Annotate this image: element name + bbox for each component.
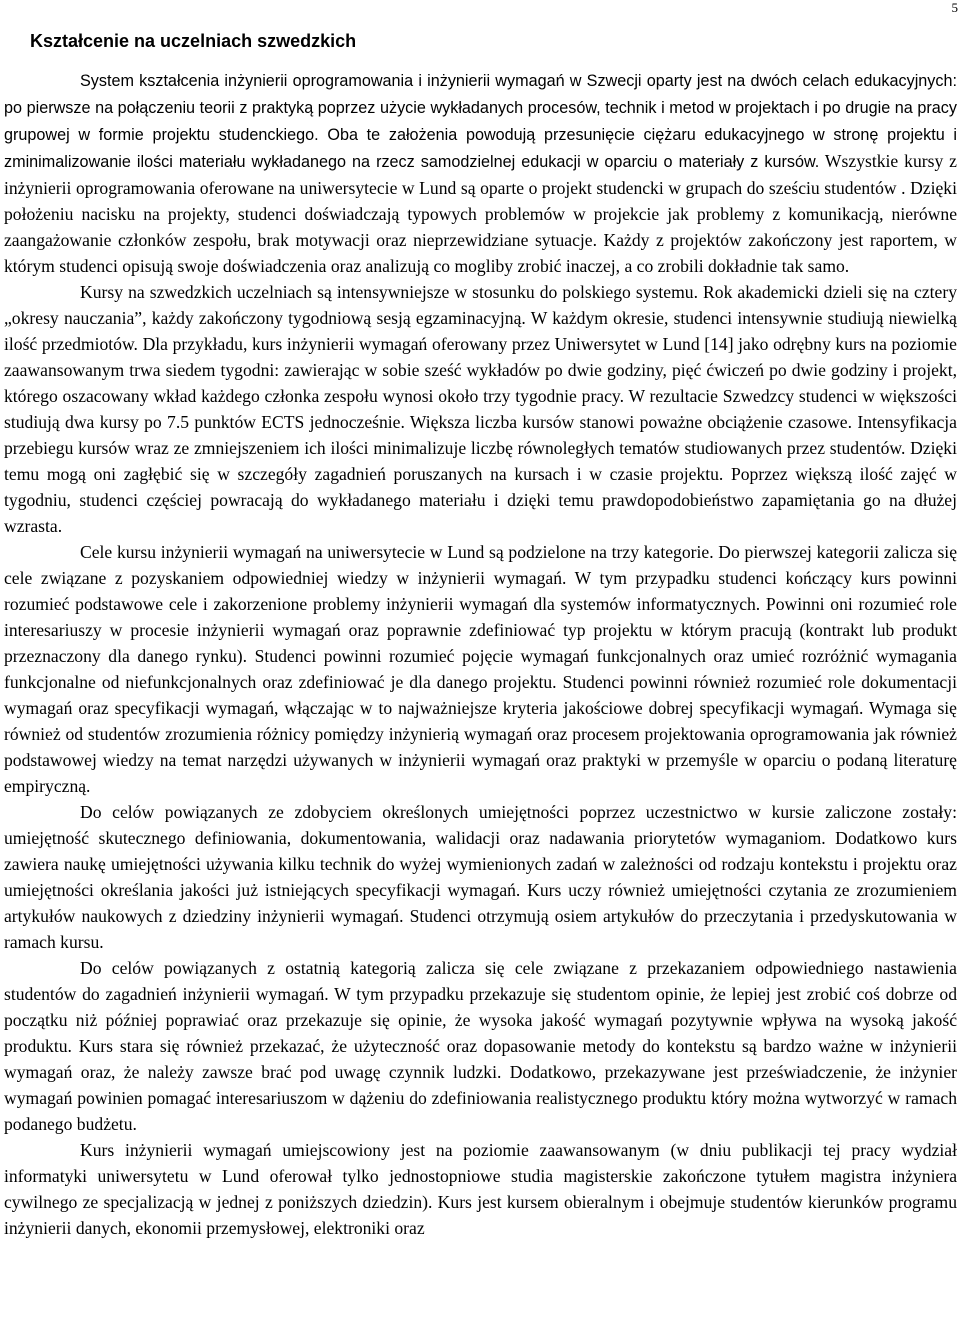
paragraph-6: Kurs inżynierii wymagań umiejscowiony jest na poziomie zaawansowanym (w dniu publikacji tej pracy wydział informatyki uniwersytetu w Lund oferował tylko jednostopniowe studia magisterskie zakończone tytułem magistra inżyniera cywilnego ze specjalizacją w jednej z poniższych dziedzin). Kurs jest kursem obieralnym i obejmuje studentów kierunków programu inżynierii danych, ekonomii przemysłowej, elektroniki oraz	[4, 1140, 957, 1238]
paragraph-2: Kursy na szwedzkich uczelniach są intensywniejsze w stosunku do polskiego systemu. Rok akademicki dzieli się na cztery „okresy nauczania”, każdy zakończony tygodniową sesją egzaminacyjną. W każdym okresie, studenci intensywnie studiują niewielką ilość przedmiotów. Dla przykładu, kurs inżynierii wymagań oferowany przez Uniwersytet w Lund [14] jako odrębny kurs na poziomie zaawansowanym trwa siedem tygodni: zawierając w sobie sześć wykładów po dwie godziny, pięć ćwiczeń po dwie godziny i projekt, którego oszacowany wkład każdego członka zespołu wynosi około trzy tygodnie pracy. W rezultacie Szwedzcy studenci w większości studiują dwa kursy po 7.5 punktów ECTS jednocześnie. Większa liczba kursów stanowi poważne obciążenie czasowe. Intensyfikacja przebiegu kursów wraz ze zmniejszeniem ich ilości minimalizuje liczbę równoległych tematów studiowanych przez studentów. Dzięki temu mogą oni zagłębić się w szczegóły zagadnień poruszanych na kursach i w czasie projektu. Poprzez większą ilość zajęć w tygodniu, studenci częściej powracają do wykładanego materiału i dzięki temu prawdopodobieństwo zapamiętania go na dłużej wzrasta.	[4, 282, 957, 536]
body-text	[4, 67, 957, 1241]
page-number: 5	[951, 0, 958, 15]
paragraph-1	[4, 67, 957, 279]
paragraph-1-lead: System kształcenia inżynierii oprogramowania i inżynierii wymagań w Szwecji oparty jest na dwóch celach edukacyjnych: po pierwsze na połączeniu teorii z praktyką poprzez użycie wykładanych procesów, technik i metod w projektach i po drugie na pracy grupowej w formie projektu studenckiego. Oba te założenia powodują przesunięcie ciężaru edukacyjnego w stronę projektu i zminimalizowanie ilości materiału wykładanego na rzecz samodzielnej edukacji w oparciu o materiały z kursów.	[4, 72, 957, 171]
paragraph-1-rest: Wszystkie kursy z inżynierii oprogramowania oferowane na uniwersytecie w Lund są oparte o projekt studencki w grupach do sześciu studentów . Dzięki położeniu nacisku na projekty, studenci doświadczają typowych problemów w projekcie jak problemy z komunikacją, nierówne zaangażowanie członków zespołu, brak motywacji oraz nieprzewidziane sytuacje. Każdy z projektów zakończony jest raportem, w którym studenci opisują swoje doświadczenia oraz analizują co mogliby zrobić inaczej, a co zrobili dokładnie tak samo.	[4, 151, 957, 276]
section-heading: Kształcenie na uczelniach szwedzkich	[30, 31, 357, 51]
paragraph-3: Cele kursu inżynierii wymagań na uniwersytecie w Lund są podzielone na trzy kategorie. Do pierwszej kategorii zalicza się cele związane z pozyskaniem odpowiedniej wiedzy w inżynierii wymagań. W tym przypadku studenci kończący kurs powinni rozumieć podstawowe cele i zakorzenione problemy inżynierii wymagań dla systemów informatycznych. Powinni oni rozumieć role interesariuszy w procesie inżynierii wymagań oraz poprawnie zdefiniować typ projektu w którym pracują (kontrakt lub produkt przeznaczony dla danego rynku). Studenci powinni rozumieć pojęcie wymagań funkcjonalnych oraz umieć rozróżnić wymagania funkcjonalne od niefunkcjonalnych oraz zdefiniować je dla danego projektu. Studenci powinni również rozumieć role dokumentacji wymagań oraz specyfikacji wymagań, włączając w to najważniejsze kryteria jakościowe dobrej specyfikacji wymagań. Wymaga się również od studentów zrozumienia różnicy pomiędzy inżynierią wymagań oraz procesem projektowania oprogramowania jak również podstawowej wiedzy na temat narzędzi używanych w inżynierii wymagań oraz praktyki w przemyśle w oparciu o podaną literaturę empiryczną.	[4, 542, 957, 796]
paragraph-5: Do celów powiązanych z ostatnią kategorią zalicza się cele związane z przekazaniem odpowiedniego nastawienia studentów do zagadnień inżynierii wymagań. W tym przypadku przekazuje się studentom opinie, że lepiej jest zrobić coś dobrze od początku niż później poprawiać oraz przekazuje się opinie, że wysoka jakość wymagań pozytywnie wpływa na wysoką jakość produktu. Kurs stara się również przekazać, że użyteczność oraz dopasowanie metody do kontekstu są bardzo ważne w inżynierii wymagań oraz, że należy zawsze brać pod uwagę czynnik ludzki. Dodatkowo, przekazywane jest przeświadczenie, że inżynier wymagań powinien pomagać interesariuszom w dążeniu do zdefiniowania realistycznego produktu który można wytworzyć w ramach podanego budżetu.	[4, 958, 957, 1134]
paragraph-4: Do celów powiązanych ze zdobyciem określonych umiejętności poprzez uczestnictwo w kursie zaliczone zostały: umiejętność skutecznego definiowania, dokumentowania, walidacji oraz nadawania priorytetów wymaganiom. Dodatkowo kurs zawiera naukę umiejętności używania kilku technik do wyżej wymienionych zadań w zależności od rodzaju kontekstu i projektu oraz umiejętności określania jakości już istniejących specyfikacji wymagań. Kurs uczy również umiejętności czytania ze zrozumieniem artykułów naukowych z dziedziny inżynierii wymagań. Studenci otrzymują osiem artykułów do przeczytania i przedyskutowania w ramach kursu.	[4, 802, 957, 952]
